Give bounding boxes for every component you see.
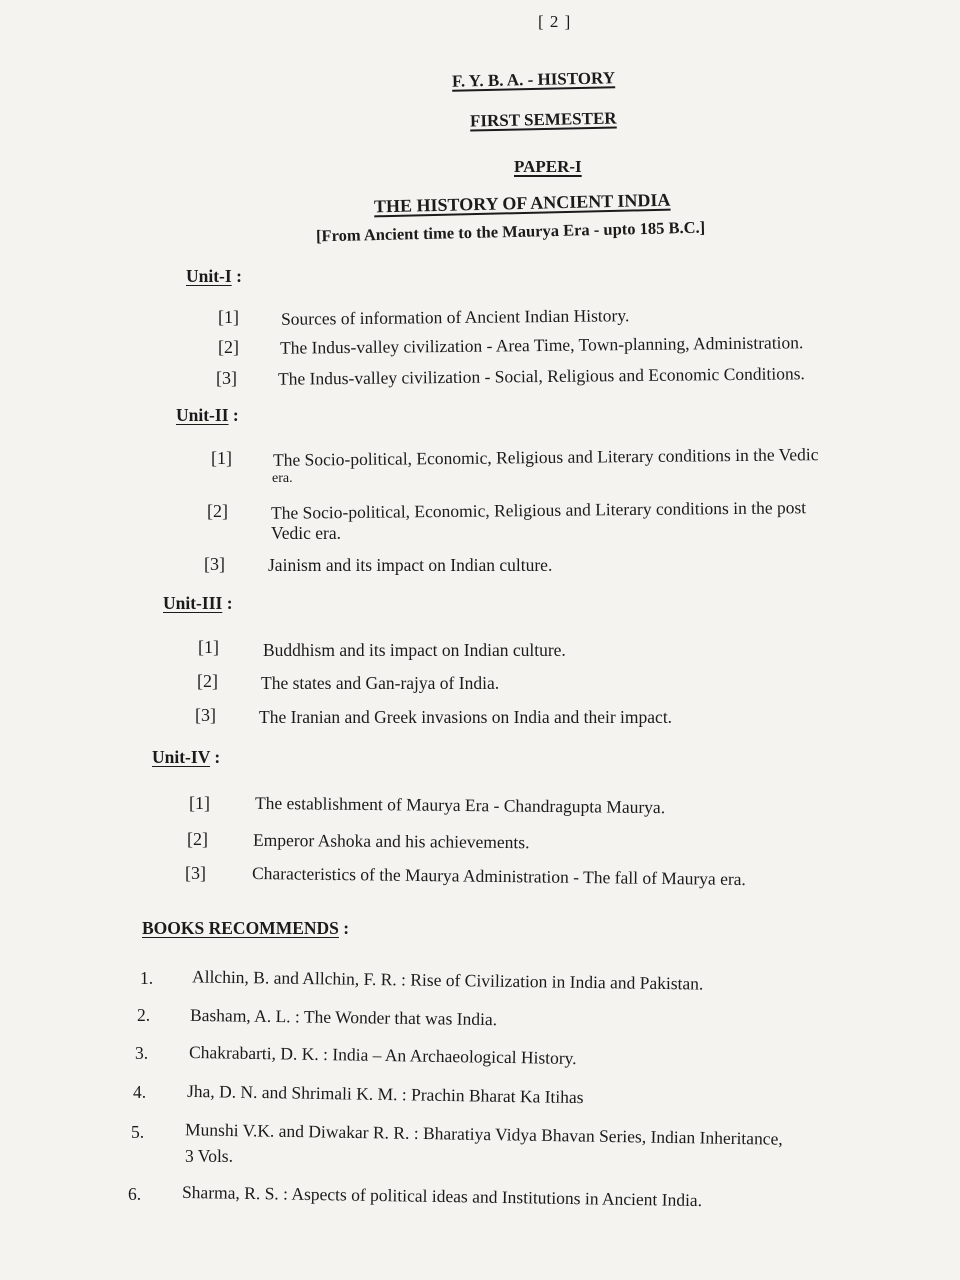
unit-item-text: Emperor Ashoka and his achievements. [252, 829, 530, 853]
unit-item-number: [1] [198, 637, 219, 657]
unit-item-text: The Indus-valley civilization - Area Time, Town-planning, Administration. [279, 332, 804, 358]
book-number: 5. [131, 1122, 145, 1142]
unit-label: Unit-II [176, 405, 229, 425]
unit-item-number: [3] [195, 705, 216, 725]
unit-item-text: The Socio-political, Economic, Religious and Literary conditions in the post [270, 497, 807, 523]
unit-heading: Unit-I : [186, 266, 242, 286]
book-entry: Jha, D. N. and Shrimali K. M. : Prachin Bharat Ka Itihas [186, 1080, 584, 1108]
unit-item-text: The Socio-political, Economic, Religious and Literary conditions in the Vedic [272, 444, 819, 470]
unit-item-text: The establishment of Maurya Era - Chandragupta Maurya. [254, 792, 666, 818]
unit-heading: Unit-II : [176, 405, 239, 425]
page-number: [ 2 ] [538, 12, 572, 31]
unit-item-text-continued: Vedic era. [271, 523, 341, 543]
book-number: 4. [133, 1082, 147, 1102]
book-entry: Allchin, B. and Allchin, F. R. : Rise of Civilization in India and Pakistan. [191, 966, 704, 994]
paper-title: PAPER-I [514, 157, 582, 176]
books-heading-label: BOOKS RECOMMENDS [142, 918, 339, 938]
unit-item-number: [1] [218, 307, 239, 327]
paper-subtitle: [From Ancient time to the Maurya Era - upto 185 B.C.] [315, 217, 706, 246]
unit-label: Unit-IV [152, 747, 211, 767]
unit-label: Unit-III [163, 593, 223, 613]
unit-item-number: [3] [216, 368, 237, 388]
unit-item-number: [1] [211, 448, 232, 468]
unit-item-text: The Indus-valley civilization - Social, Religious and Economic Conditions. [277, 363, 805, 389]
unit-item-number: [2] [187, 829, 208, 849]
unit-heading: Unit-IV : [152, 747, 221, 767]
book-number: 6. [128, 1184, 142, 1204]
unit-item-text: Buddhism and its impact on Indian culture. [263, 640, 566, 660]
unit-item-text: The states and Gan-rajya of India. [261, 673, 500, 693]
book-number: 3. [135, 1043, 149, 1063]
unit-item-number: [2] [207, 501, 228, 521]
unit-heading: Unit-III : [163, 593, 233, 613]
book-entry: Sharma, R. S. : Aspects of political ideas and Institutions in Ancient India. [181, 1181, 703, 1211]
book-number: 1. [140, 968, 154, 988]
book-entry-continued: 3 Vols. [185, 1146, 233, 1166]
unit-item-text: Characteristics of the Maurya Administration - The fall of Maurya era. [251, 862, 747, 890]
unit-item-number: [2] [218, 337, 239, 357]
unit-item-text: The Iranian and Greek invasions on India and their impact. [259, 707, 673, 727]
paper-name: THE HISTORY OF ANCIENT INDIA [373, 189, 671, 217]
unit-label: Unit-I [186, 266, 232, 286]
unit-item-text: Jainism and its impact on Indian culture. [268, 555, 553, 575]
unit-item-text-continued: era. [272, 471, 293, 486]
semester-title: FIRST SEMESTER [469, 108, 617, 131]
book-entry: Munshi V.K. and Diwakar R. R. : Bharatiya Vidya Bhavan Series, Indian Inheritance, [184, 1119, 783, 1149]
unit-item-number: [1] [189, 793, 210, 813]
course-title: F. Y. B. A. - HISTORY [451, 68, 616, 91]
book-number: 2. [137, 1005, 151, 1025]
books-heading: BOOKS RECOMMENDS : [142, 918, 350, 938]
unit-item-number: [3] [204, 554, 225, 574]
unit-item-number: [2] [197, 671, 218, 691]
unit-item-text: Sources of information of Ancient Indian History. [280, 305, 630, 329]
book-entry: Chakrabarti, D. K. : India – An Archaeological History. [188, 1041, 577, 1069]
book-entry: Basham, A. L. : The Wonder that was India. [189, 1004, 498, 1030]
unit-item-number: [3] [185, 863, 206, 883]
